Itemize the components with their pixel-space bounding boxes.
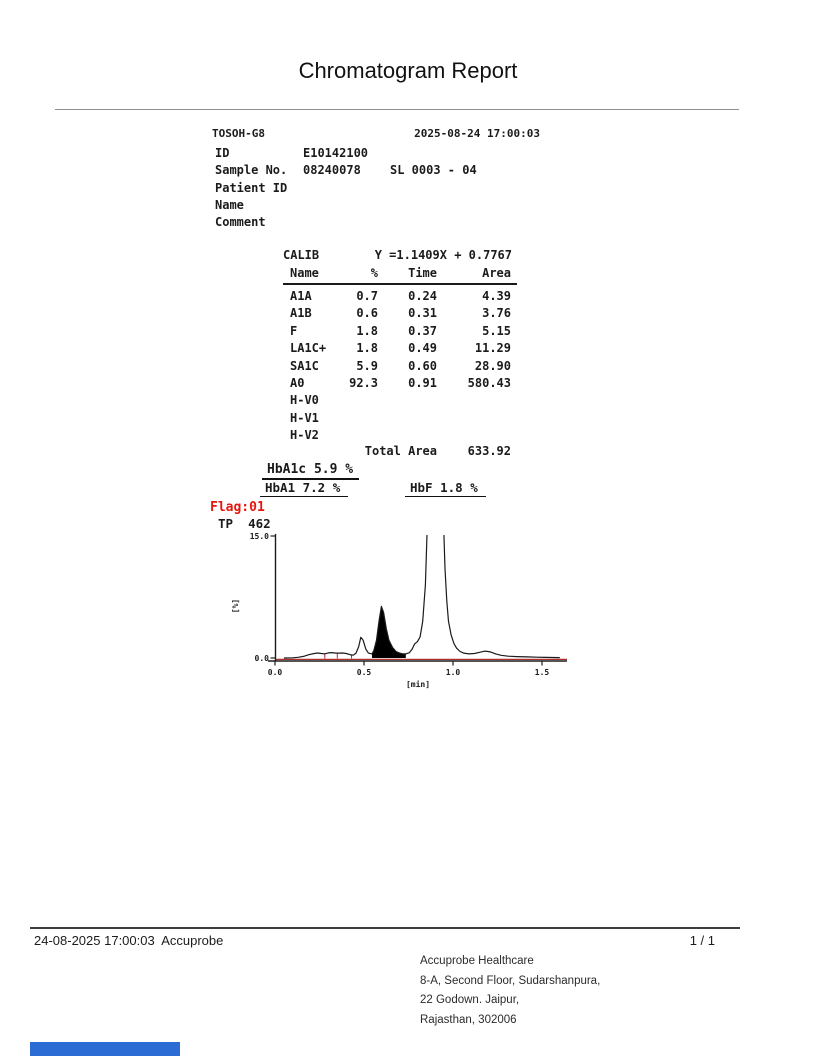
table-row	[0, 393, 816, 409]
instrument-field-row	[0, 163, 816, 179]
table-row	[0, 341, 816, 357]
address-line: 8-A, Second Floor, Sudarshanpura,	[420, 974, 601, 987]
y-tick-label: 15.0	[249, 532, 269, 541]
x-axis-label: [min]	[405, 680, 431, 689]
field-flabel: Comment	[215, 215, 266, 230]
instrument-field-row	[0, 146, 816, 162]
lab-address-block	[420, 952, 600, 1030]
col-header-area: Area	[482, 266, 511, 280]
calib-equation: Y =1.1409X + 0.7767	[374, 248, 512, 262]
cell-area: 580.43	[467, 376, 511, 390]
cell-pct: 1.8	[356, 323, 378, 338]
cell-name: LA1C+	[290, 341, 327, 356]
cell-time: 0.91	[408, 376, 437, 390]
instrument-field-row	[0, 215, 816, 231]
table-row	[0, 289, 816, 305]
flag-label: Flag:01	[210, 500, 265, 515]
cell-time: 0.37	[408, 323, 437, 338]
table-header-rule	[283, 283, 517, 285]
cell-pct: 5.9	[356, 358, 378, 373]
cell-name: F	[290, 323, 298, 338]
footer-datetime: 24-08-2025 17:00:03 Accuprobe	[34, 933, 224, 948]
field-flabel: Sample No.	[215, 163, 288, 178]
cell-area: 4.39	[482, 289, 511, 303]
calib-table-header	[0, 266, 816, 282]
address-line: 22 Godown. Jaipur,	[420, 994, 520, 1006]
cell-name: H-V2	[290, 428, 319, 443]
cell-area: 28.90	[474, 358, 511, 373]
page-number: 1 / 1	[689, 933, 715, 948]
table-row	[0, 306, 816, 322]
result-hba1c: HbA1c 5.9 %	[262, 462, 359, 480]
cell-pct: 1.8	[356, 341, 378, 356]
field-flabel: Patient ID	[215, 180, 288, 195]
x-tick-label: 0.0	[267, 668, 283, 677]
x-tick-label: 0.5	[356, 668, 372, 677]
address-line: Rajasthan, 302006	[420, 1013, 517, 1026]
instrument-field-row	[0, 198, 816, 214]
cell-name: SA1C	[290, 358, 319, 373]
cell-name: H-V0	[290, 393, 319, 408]
cell-name: A1A	[290, 289, 312, 303]
cell-area: 11.29	[474, 341, 511, 356]
chromatogram-trace	[284, 528, 560, 658]
col-header-pct: %	[370, 266, 378, 280]
result-hba1: HbA1 7.2 %	[260, 480, 348, 497]
table-row	[0, 428, 816, 444]
cell-area: 3.76	[482, 306, 511, 321]
col-header-time: Time	[408, 266, 437, 280]
x-tick-label: 1.5	[534, 668, 550, 677]
title-divider	[55, 109, 739, 110]
cell-time: 0.60	[408, 358, 437, 373]
field-fvalue: 08240078	[303, 163, 361, 178]
cell-pct: 0.6	[356, 306, 378, 321]
bottom-blue-bar[interactable]	[30, 1042, 180, 1056]
y-tick-label: 0.0	[254, 654, 269, 663]
cell-name: H-V1	[290, 410, 319, 425]
chromatogram-svg	[228, 528, 570, 693]
cell-pct: 0.7	[356, 289, 378, 303]
total-area-label: Total Area	[364, 444, 437, 458]
page-title: Chromatogram Report	[298, 58, 518, 83]
field-fvalue: E10142100	[303, 146, 369, 160]
field-flabel: Name	[215, 197, 244, 212]
cell-pct: 92.3	[349, 376, 378, 390]
cell-name: A1B	[290, 306, 312, 321]
col-header-name: Name	[290, 266, 319, 280]
y-axis-label: [%]	[231, 598, 240, 614]
cell-area: 5.15	[482, 323, 511, 338]
address-line: Accuprobe Healthcare	[420, 955, 534, 967]
result-hbf: HbF 1.8 %	[405, 480, 486, 497]
x-tick-label: 1.0	[445, 668, 461, 677]
cell-name: A0	[290, 376, 305, 390]
report-datetime: 2025-08-24 17:00:03	[414, 127, 540, 140]
footer-divider	[30, 927, 740, 929]
table-row	[0, 376, 816, 392]
total-area-value: 633.92	[467, 444, 511, 458]
cell-time: 0.24	[408, 289, 437, 303]
field-fextra: SL 0003 - 04	[390, 163, 477, 178]
tp-value: 462	[248, 516, 271, 531]
instrument-field-row	[0, 181, 816, 197]
table-row	[0, 324, 816, 340]
table-row	[0, 411, 816, 427]
cell-time: 0.49	[408, 341, 437, 356]
table-row	[0, 359, 816, 375]
cell-time: 0.31	[408, 306, 437, 321]
tp-label: TP	[218, 516, 234, 531]
calib-label: CALIB	[283, 248, 320, 262]
field-flabel: ID	[215, 146, 230, 160]
instrument-model: TOSOH-G8	[212, 127, 265, 140]
